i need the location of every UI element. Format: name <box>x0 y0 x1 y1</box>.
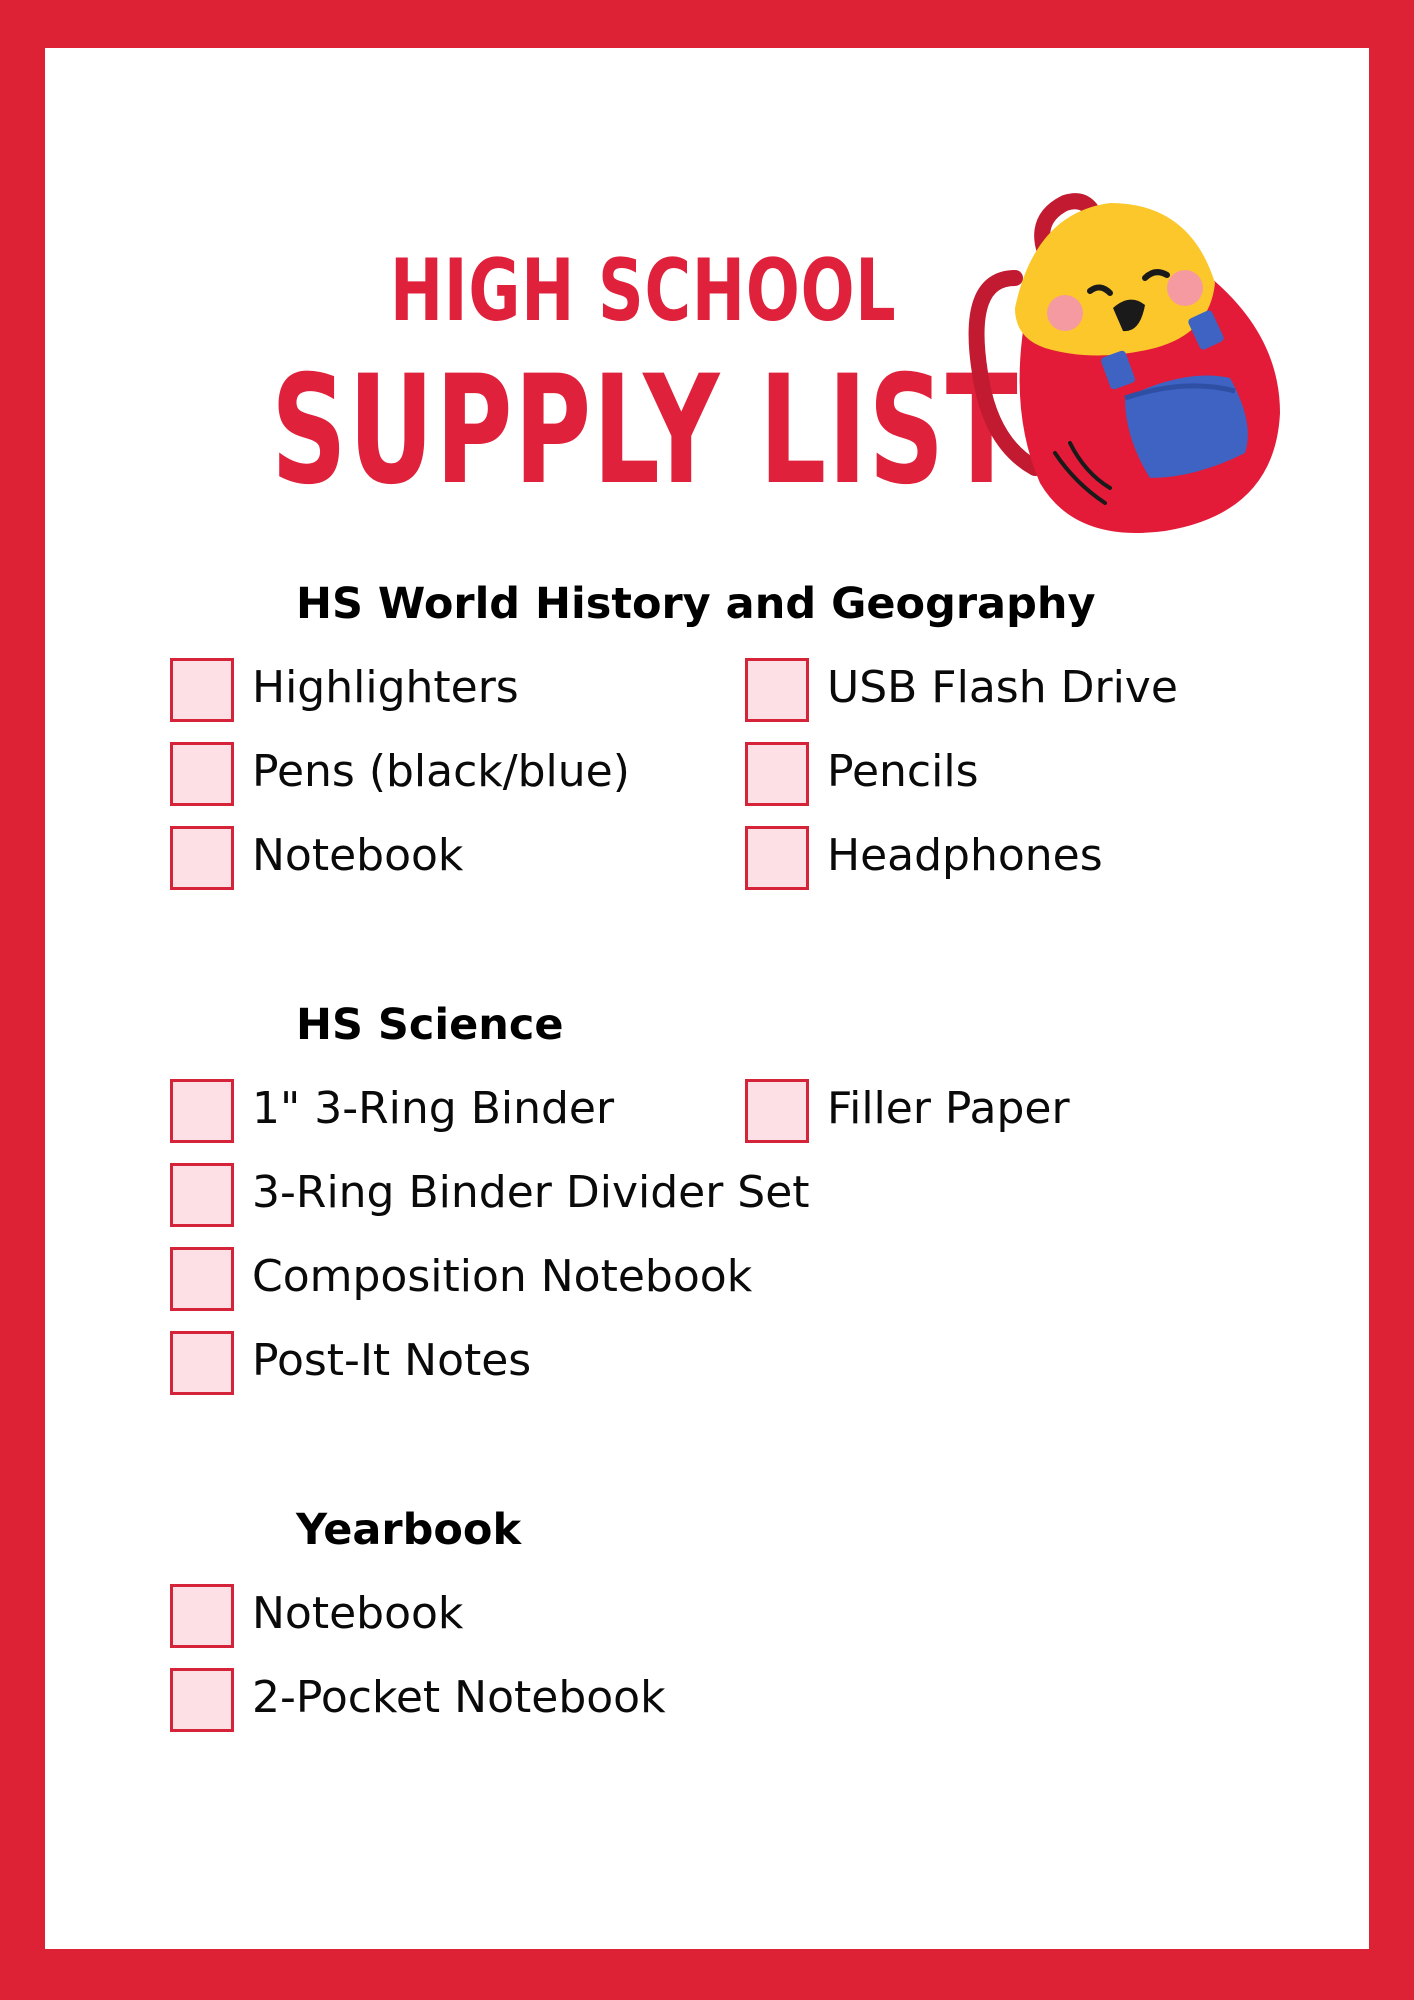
checkbox[interactable] <box>745 826 809 890</box>
checkbox[interactable] <box>170 1584 234 1648</box>
section-heading-world-history: HS World History and Geography <box>296 579 1096 629</box>
checkbox[interactable] <box>170 1247 234 1311</box>
item-label: Pencils <box>827 746 979 797</box>
item-label: Notebook <box>252 1588 464 1639</box>
checkbox[interactable] <box>170 1079 234 1143</box>
item-label: 1" 3-Ring Binder <box>252 1083 615 1134</box>
checkbox[interactable] <box>745 658 809 722</box>
item-label: Highlighters <box>252 662 519 713</box>
title-line-1: HIGH SCHOOL <box>390 241 897 341</box>
checkbox[interactable] <box>170 658 234 722</box>
item-label: Composition Notebook <box>252 1251 753 1302</box>
checkbox[interactable] <box>170 826 234 890</box>
item-label: Filler Paper <box>827 1083 1070 1134</box>
checkbox[interactable] <box>170 1668 234 1732</box>
checkbox[interactable] <box>170 742 234 806</box>
backpack-icon <box>945 183 1290 543</box>
checkbox[interactable] <box>170 1331 234 1395</box>
item-label: Pens (black/blue) <box>252 746 630 797</box>
item-label: Headphones <box>827 830 1103 881</box>
item-label: 3-Ring Binder Divider Set <box>252 1167 810 1218</box>
item-label: 2-Pocket Notebook <box>252 1672 666 1723</box>
section-heading-science: HS Science <box>296 1000 564 1050</box>
title-line-2: SUPPLY LIST <box>271 344 1020 518</box>
item-label: Notebook <box>252 830 464 881</box>
checkbox[interactable] <box>745 1079 809 1143</box>
section-heading-yearbook: Yearbook <box>296 1505 522 1555</box>
item-label: USB Flash Drive <box>827 662 1178 713</box>
supply-list-sheet <box>45 48 1369 1949</box>
checkbox[interactable] <box>745 742 809 806</box>
item-label: Post-It Notes <box>252 1335 532 1386</box>
checkbox[interactable] <box>170 1163 234 1227</box>
